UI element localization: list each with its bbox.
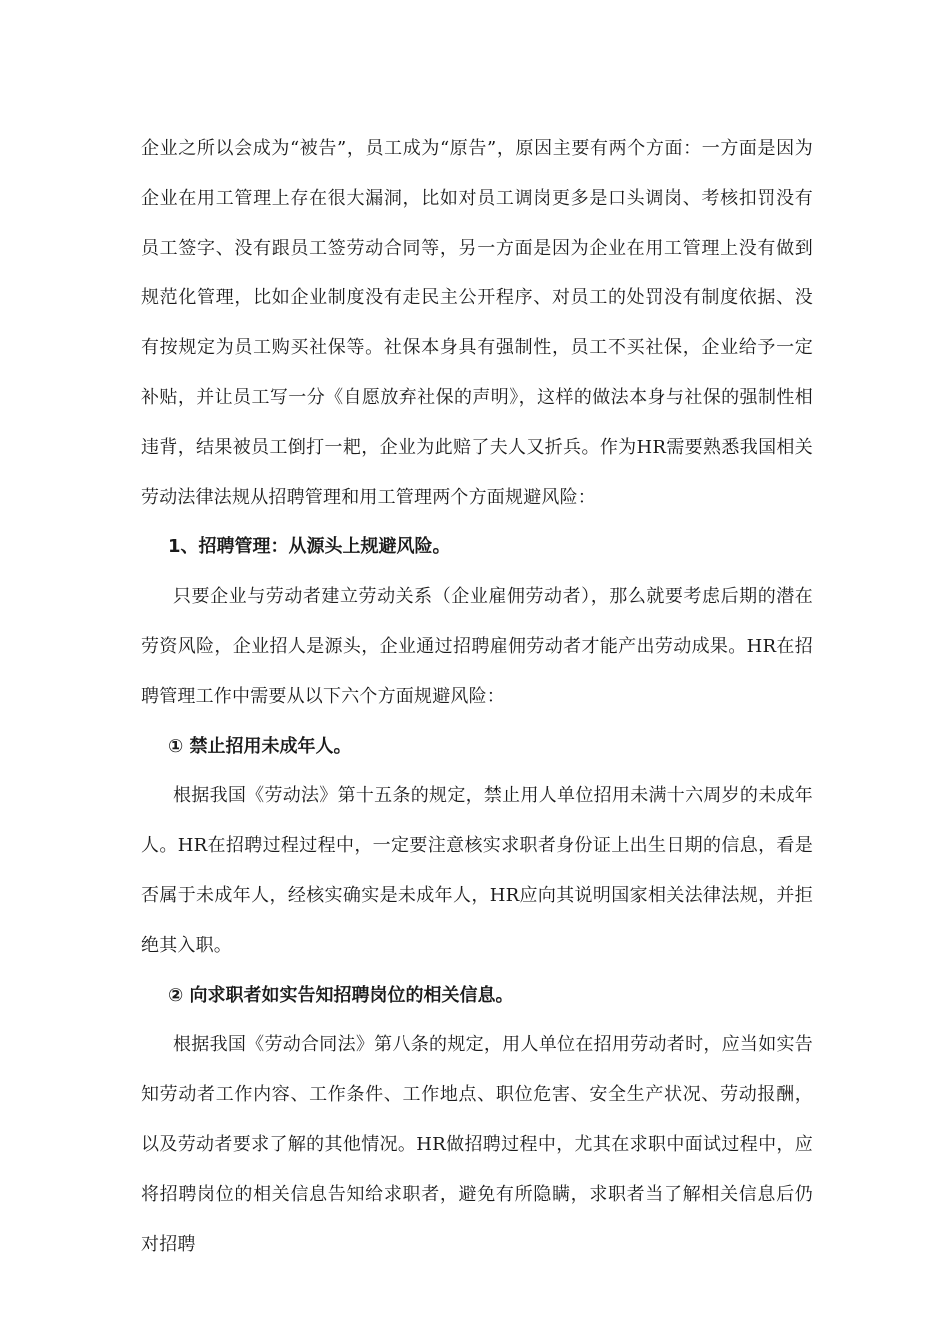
item-1-paragraph: 根据我国《劳动法》第十五条的规定，禁止用人单位招用未满十六周岁的未成年人。HR在招聘过程过程中，一定要注意核实求职者身份证上出生日期的信息，看是否属于未成年人，经核实确实是未成年人，HR应向其说明国家相关法律法规，并拒绝其入职。: [141, 785, 813, 956]
section-1-heading: 1、招聘管理：从源头上规避风险。: [168, 536, 451, 558]
item-2-paragraph: 根据我国《劳动合同法》第八条的规定，用人单位在招用劳动者时，应当如实告知劳动者工作内容、工作条件、工作地点、职位危害、安全生产状况、劳动报酬，以及劳动者要求了解的其他情况。HR做招聘过程中，尤其在求职中面试过程中，应将招聘岗位的相关信息告知给求职者，避免有所隐瞒，求职者当了解相关信息后仍对招聘: [141, 1034, 813, 1255]
item-1-heading: ① 禁止招用未成年人。: [168, 735, 352, 757]
intro-paragraph: 企业之所以会成为“被告”，员工成为“原告”，原因主要有两个方面：一方面是因为企业在用工管理上存在很大漏洞，比如对员工调岗更多是口头调岗、考核扣罚没有员工签字、没有跟员工签劳动合同等，另一方面是因为企业在用工管理上没有做到规范化管理，比如企业制度没有走民主公开程序、对员工的处罚没有制度依据、没有按规定为员工购买社保等。社保本身具有强制性，员工不买社保，企业给予一定补贴，并让员工写一分《自愿放弃社保的声明》，这样的做法本身与社保的强制性相违背，结果被员工倒打一耙，企业为此赔了夫人又折兵。作为HR需要熟悉我国相关劳动法律法规从招聘管理和用工管理两个方面规避风险：: [141, 138, 813, 508]
item-2-heading: ② 向求职者如实告知招聘岗位的相关信息。: [168, 984, 514, 1006]
section-1-paragraph: 只要企业与劳动者建立劳动关系（企业雇佣劳动者），那么就要考虑后期的潜在劳资风险，企业招人是源头，企业通过招聘雇佣劳动者才能产出劳动成果。HR在招聘管理工作中需要从以下六个方面规避风险：: [141, 586, 813, 707]
document-page: [141, 124, 813, 1269]
